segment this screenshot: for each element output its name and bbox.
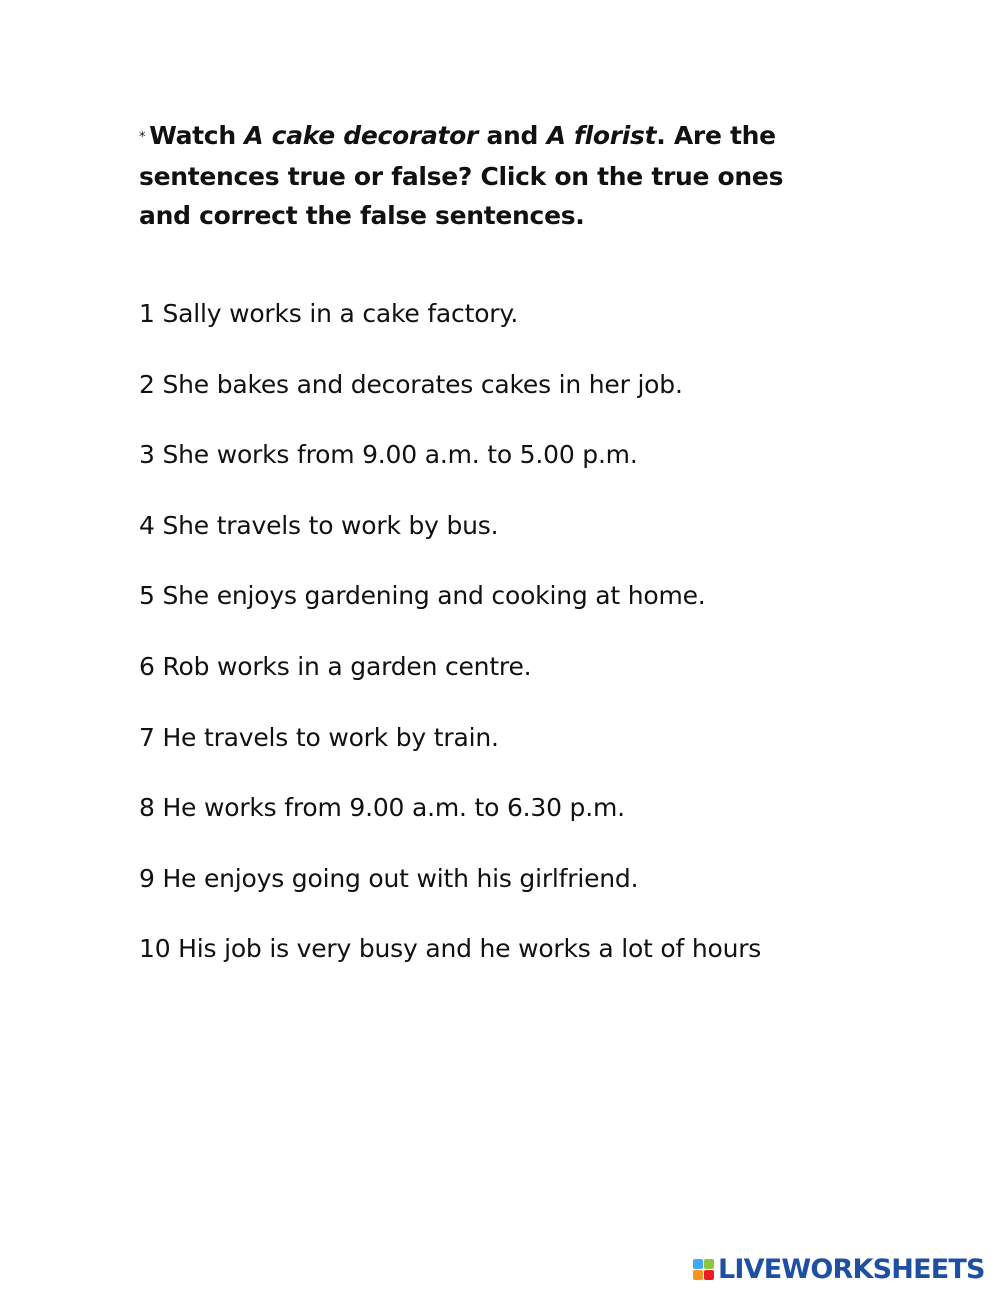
logo-square-2 [704, 1259, 714, 1269]
video-title-cake-decorator: A cake decorator [244, 121, 479, 150]
logo-square-3 [693, 1270, 703, 1280]
instructions [139, 116, 839, 235]
video-title-florist: A florist [546, 121, 657, 150]
logo-text: LIVEWORKSHEETS [718, 1253, 985, 1285]
sentence-5[interactable]: 5 She enjoys gardening and cooking at home. [139, 581, 706, 611]
sentence-list [139, 294, 761, 1000]
sentence-2[interactable]: 2 She bakes and decorates cakes in her job. [139, 369, 683, 399]
sentence-8[interactable]: 8 He works from 9.00 a.m. to 6.30 p.m. [139, 793, 625, 823]
sentence-1[interactable]: 1 Sally works in a cake factory. [139, 299, 519, 328]
sentence-3[interactable]: 3 She works from 9.00 a.m. to 5.00 p.m. [139, 440, 638, 470]
asterisk: * [139, 130, 146, 145]
instructions-text-1: Watch [149, 121, 245, 150]
logo-mark-icon [693, 1259, 714, 1280]
sentence-9[interactable]: 9 He enjoys going out with his girlfriend. [139, 863, 639, 893]
instructions-text-3: . Are the sentences true or false? Click on the true ones and correct the false sentences. [139, 121, 784, 230]
liveworksheets-logo [693, 1254, 985, 1284]
sentence-10[interactable]: 10 His job is very busy and he works a lot of hours [139, 934, 762, 964]
logo-square-4 [704, 1270, 714, 1280]
instructions-text-2: and [478, 121, 547, 150]
sentence-4[interactable]: 4 She travels to work by bus. [139, 510, 499, 540]
logo-square-1 [693, 1259, 703, 1269]
sentence-7[interactable]: 7 He travels to work by train. [139, 722, 499, 752]
sentence-6[interactable]: 6 Rob works in a garden centre. [139, 651, 532, 681]
